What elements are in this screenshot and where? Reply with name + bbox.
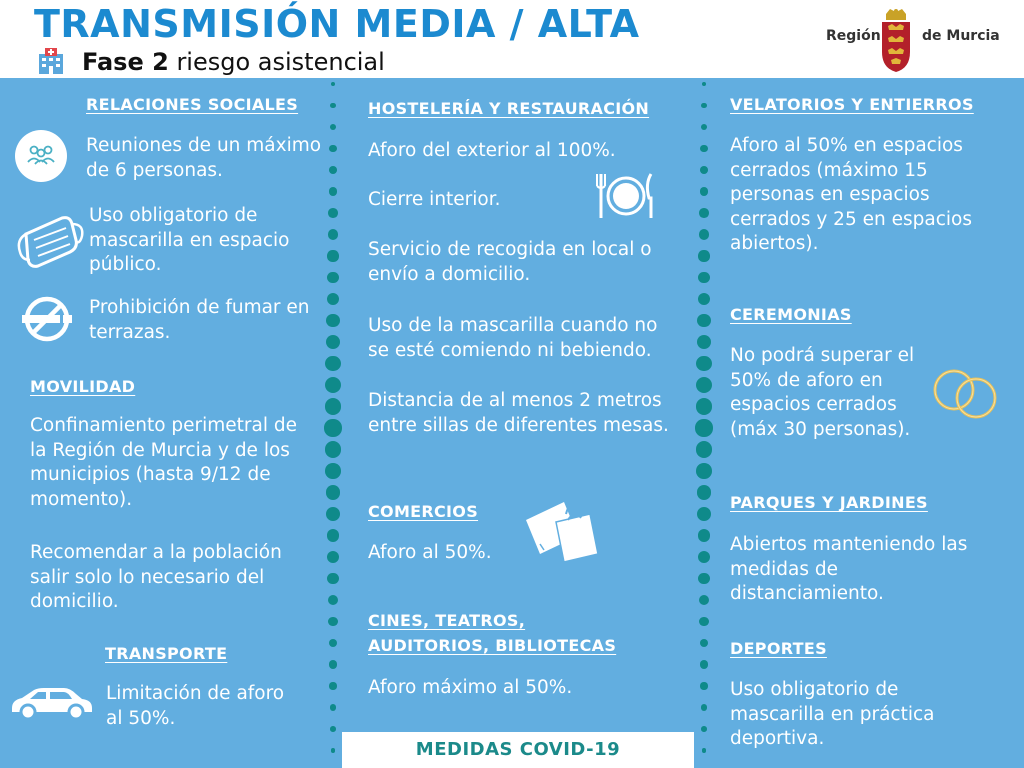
divider-dot (328, 595, 339, 606)
comercios-item-1: Aforo al 50%. (368, 542, 492, 563)
divider-dot (701, 704, 707, 710)
divider-dot (699, 229, 709, 239)
divider-dot (326, 507, 340, 521)
divider-dot (699, 595, 710, 606)
divider-dot (700, 187, 709, 196)
velatorios-item-1: Aforo al 50% en espacios cerrados (máximo 15 personas en espacios cerrados y 25 en espacios abiertos). (730, 135, 972, 254)
section-title-cines-2: AUDITORIOS, BIBLIOTECAS (368, 636, 617, 655)
divider-dot (698, 250, 709, 261)
divider-dot (329, 166, 337, 174)
section-title-velatorios: VELATORIOS Y ENTIERROS (730, 95, 974, 114)
section-title-hosteleria: HOSTELERÍA Y RESTAURACIÓN (368, 99, 650, 118)
section-title-comercios: COMERCIOS (368, 502, 479, 521)
divider-dot (701, 124, 707, 130)
divider-dot (327, 573, 338, 584)
divider-dot (700, 639, 709, 648)
divider-dot (329, 660, 337, 668)
divider-dot (696, 377, 712, 393)
divider-dot (328, 208, 337, 217)
divider-dot (697, 485, 712, 500)
divider-dot (698, 551, 710, 563)
divider-dot (700, 660, 708, 668)
car-icon (8, 682, 96, 722)
section-title-transporte: TRANSPORTE (105, 644, 228, 663)
divider-dot (698, 272, 710, 284)
section-title-ceremonias: CEREMONIAS (730, 305, 852, 324)
divider-dot (701, 103, 706, 108)
divider-dot (697, 335, 711, 349)
no-smoking-icon (20, 296, 74, 342)
hospital-icon (36, 46, 66, 76)
ceremonias-item-1: No podrá superar el 50% de aforo en espacios cerrados (máx 30 personas). (730, 345, 915, 440)
divider-dot (331, 748, 336, 753)
relaciones-item-1: Reuniones de un máximo de 6 personas. (86, 135, 322, 181)
divider-dot (325, 441, 341, 457)
divider-dot (327, 293, 340, 306)
divider-dot (698, 293, 711, 306)
movilidad-item-1: Confinamiento perimetral de la Región de Murcia y de los municipios (hasta 9/12 de momento). (30, 415, 298, 510)
divider-dot (699, 617, 709, 627)
parques-item-1: Abiertos manteniendo las medidas de distanciamiento. (730, 534, 968, 604)
divider-dot (330, 124, 336, 130)
divider-dot (330, 704, 336, 710)
section-title-cines-1: CINES, TEATROS, (368, 611, 526, 630)
divider-dot (702, 82, 707, 87)
divider-dot (330, 103, 335, 108)
divider-dot (698, 529, 711, 542)
murcia-coat-of-arms-icon (876, 8, 916, 74)
divider-dot (695, 419, 712, 436)
divider-dot (696, 441, 712, 457)
divider-dot (325, 398, 342, 415)
divider-dot (331, 82, 336, 87)
page-subtitle (82, 48, 385, 76)
hosteleria-item-3: Servicio de recogida en local o envío a domicilio. (368, 239, 652, 285)
divider-dot (327, 250, 338, 261)
divider-dot (327, 272, 339, 284)
divider-dot (697, 314, 711, 328)
divider-dot (330, 726, 336, 732)
divider-dot (325, 356, 340, 371)
section-title-parques: PARQUES Y JARDINES (730, 493, 928, 512)
face-mask-icon (12, 210, 84, 272)
divider-dot (701, 726, 707, 732)
divider-dot (700, 145, 707, 152)
divider-dot (328, 617, 338, 627)
divider-dot (326, 485, 341, 500)
divider-dot (700, 682, 707, 689)
wedding-rings-icon (928, 364, 1002, 422)
divider-dot (329, 682, 336, 689)
divider-dot (327, 551, 339, 563)
plate-cutlery-icon (595, 170, 657, 222)
divider-dot (325, 377, 341, 393)
hosteleria-item-1: Aforo del exterior al 100%. (368, 140, 616, 161)
subtitle-phase: Fase 2 (82, 48, 169, 76)
divider-dot (325, 463, 340, 478)
relaciones-item-3: Prohibición de fumar en terrazas. (89, 297, 310, 343)
transporte-item-1: Limitación de aforo al 50%. (106, 683, 285, 729)
divider-dot (328, 229, 338, 239)
divider-dot (696, 356, 711, 371)
footer-label: MEDIDAS COVID-19 (342, 732, 694, 768)
subtitle-rest: riesgo asistencial (168, 48, 385, 76)
logo-text-right: de Murcia (922, 28, 1000, 44)
divider-dot (702, 748, 707, 753)
divider-dot (329, 187, 338, 196)
section-title-relaciones-sociales: RELACIONES SOCIALES (86, 95, 299, 114)
section-title-deportes: DEPORTES (730, 639, 827, 658)
divider-dot (698, 573, 709, 584)
page-title: TRANSMISIÓN MEDIA / ALTA (34, 2, 640, 46)
hosteleria-item-2: Cierre interior. (368, 189, 501, 210)
hosteleria-item-5: Distancia de al menos 2 metros entre sillas de diferentes mesas. (368, 390, 669, 436)
header (0, 0, 1024, 78)
group-people-icon (15, 130, 67, 182)
cines-item-1: Aforo máximo al 50%. (368, 677, 573, 698)
divider-dot (700, 166, 708, 174)
divider-dot (326, 335, 340, 349)
logo-text-left: Región (826, 28, 881, 44)
section-title-movilidad: MOVILIDAD (30, 377, 136, 396)
divider-dot (329, 145, 336, 152)
divider-dot (329, 639, 338, 648)
divider-dot (696, 463, 711, 478)
region-murcia-logo (826, 8, 1000, 74)
deportes-item-1: Uso obligatorio de mascarilla en práctica deportiva. (730, 679, 935, 749)
movilidad-item-2: Recomendar a la población salir solo lo necesario del domicilio. (30, 542, 282, 612)
divider-dot (326, 314, 340, 328)
divider-dot (696, 398, 713, 415)
divider-dot (324, 419, 341, 436)
divider-dot (699, 208, 708, 217)
hosteleria-item-4: Uso de la mascarilla cuando no se esté comiendo ni bebiendo. (368, 315, 658, 361)
divider-dot (697, 507, 711, 521)
divider-dot (327, 529, 340, 542)
relaciones-item-2: Uso obligatorio de mascarilla en espacio público. (89, 205, 290, 275)
